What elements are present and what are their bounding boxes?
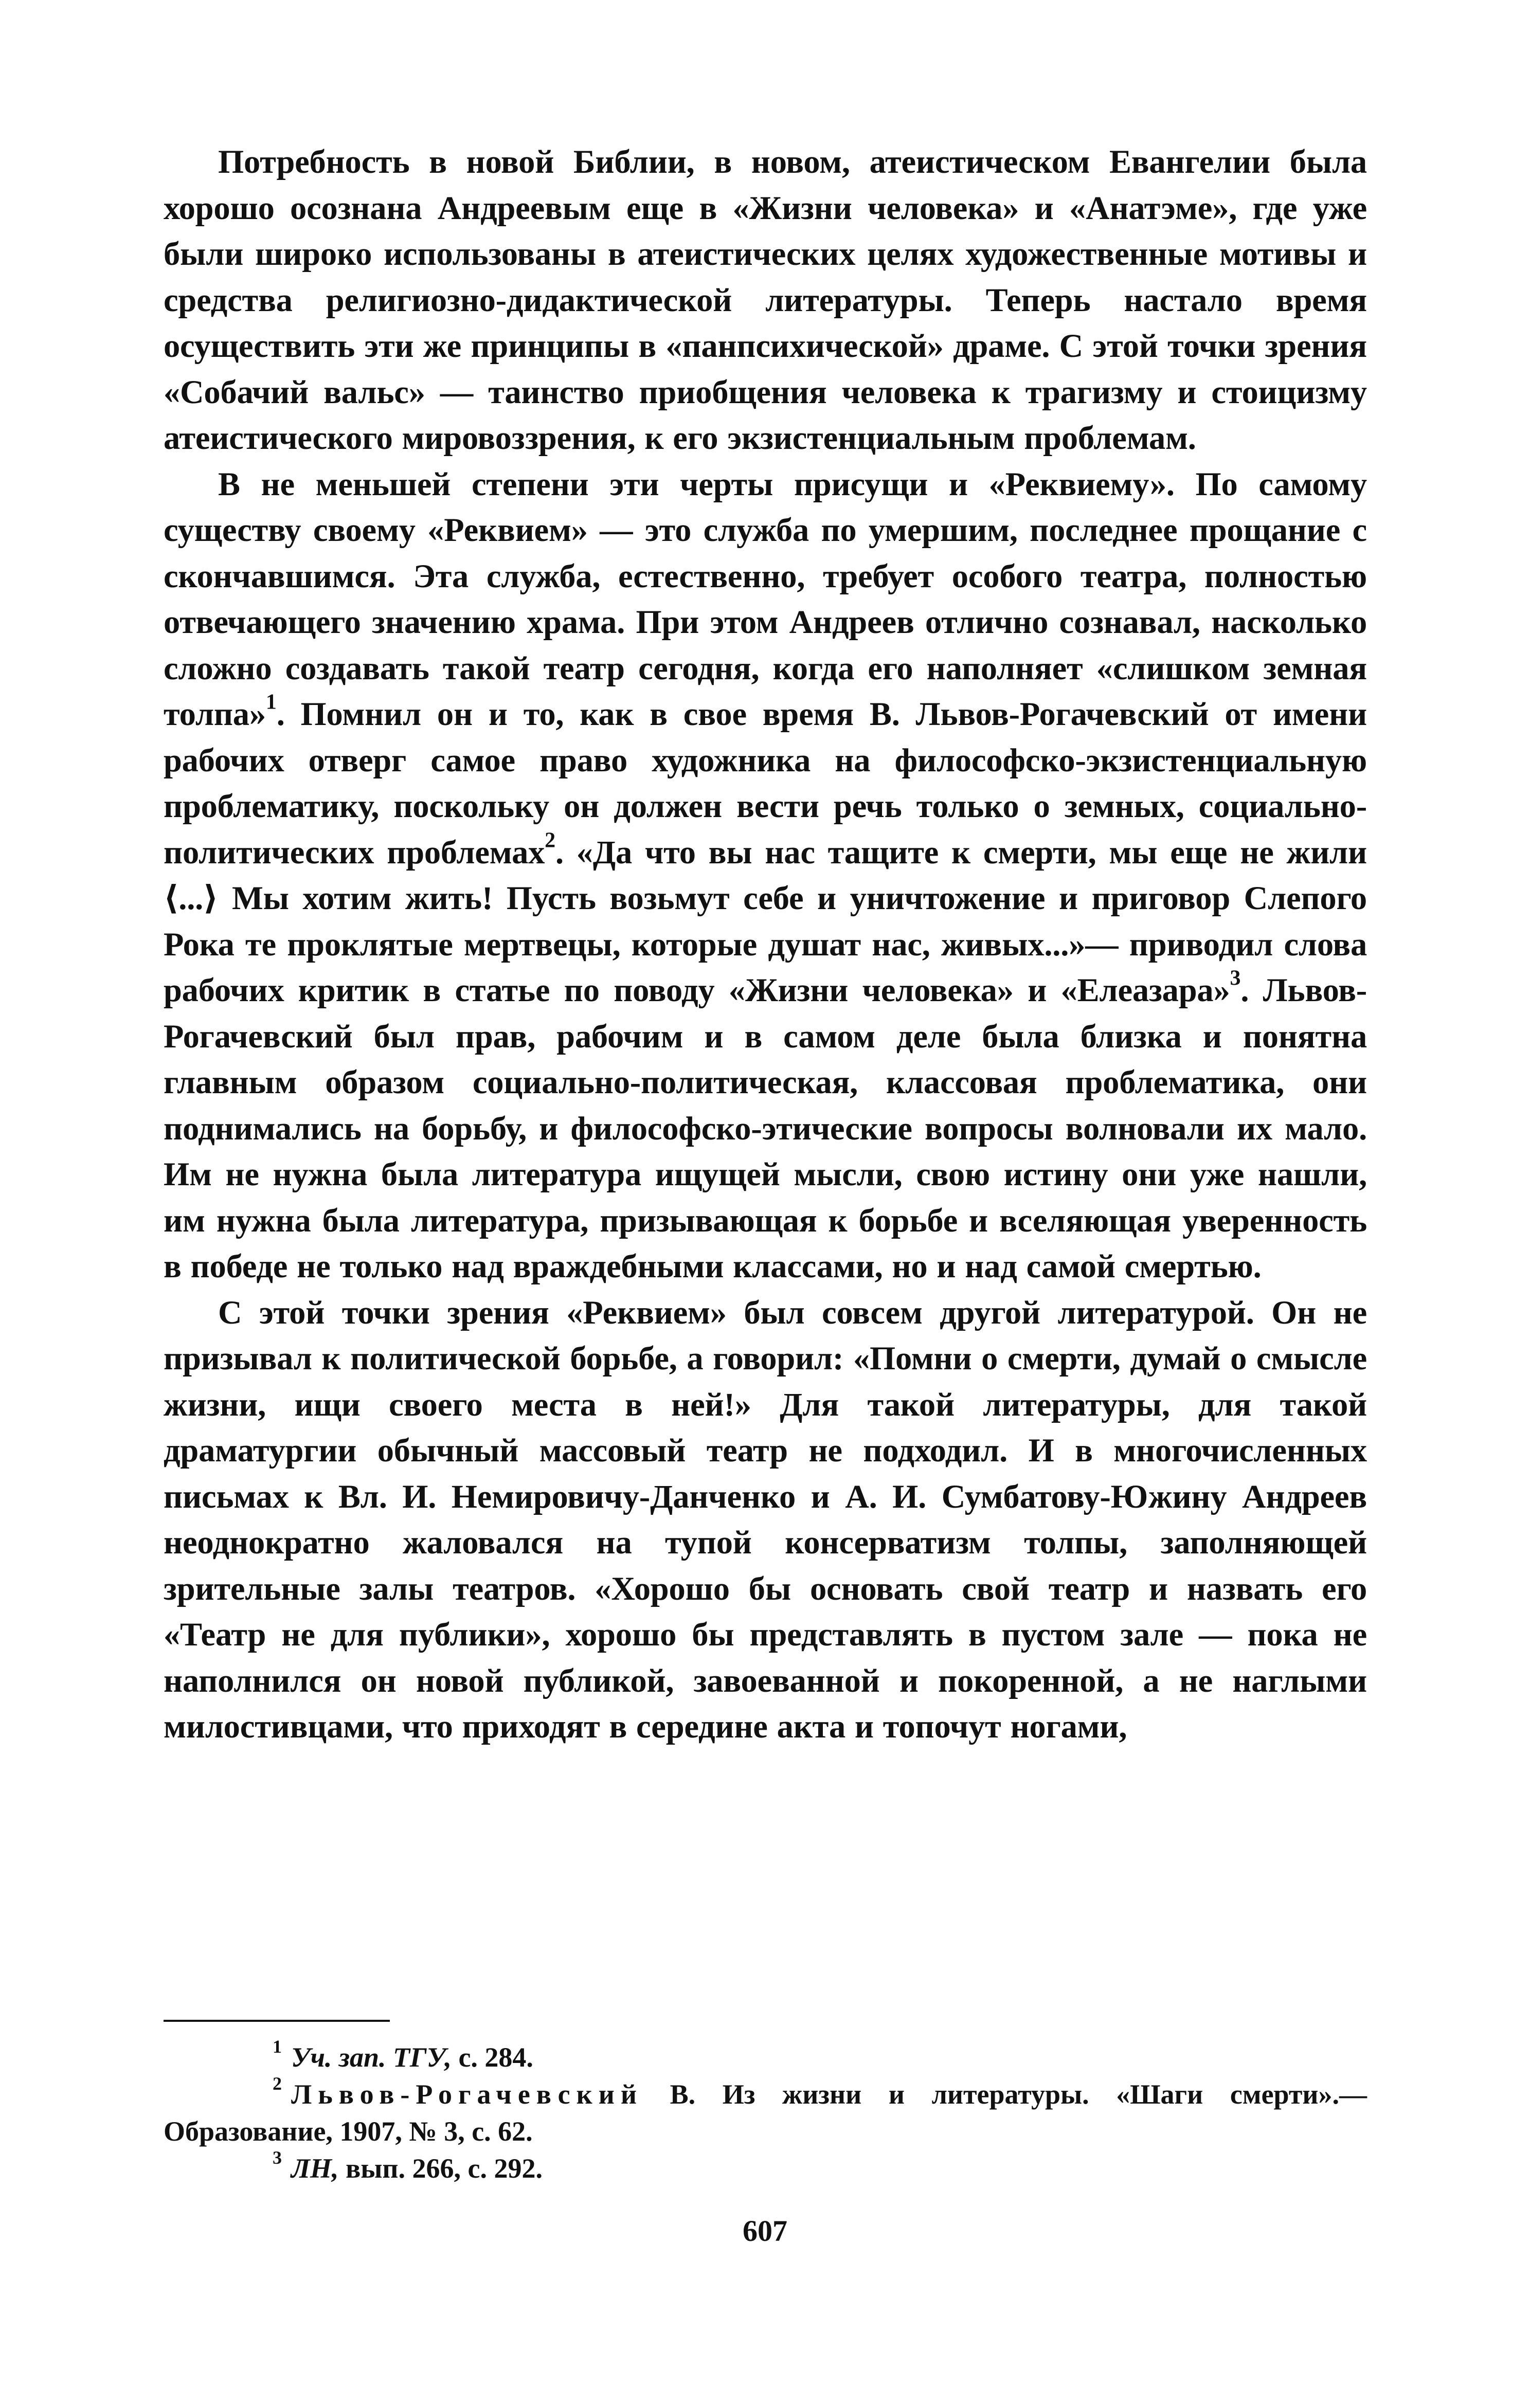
paragraph-2-part-4: . Львов-Рогачевский был прав, рабочим и в самом деле была близка и понятна главным образом социально-политическая, классовая проблематика, они поднимались на борьбу, и философско-этические вопросы волновали их мало. Им не нужна была литература ищущей мысли, свою истину они уже нашли, им нужна была литература, призывающая к борьбе и вселяющая уверенность в победе не только над враждебными классами, но и над самой смертью. <box>164 972 1367 1284</box>
paragraph-3: С этой точки зрения «Реквием» был совсем другой литературой. Он не призывал к политической борьбе, а говорил: «Помни о смерти, думай о смысле жизни, ищи своего места в ней!» Для такой литературы, для такой драматургии обычный массовый театр не подходил. И в многочисленных письмах к Вл. И. Немировичу-Данченко и А. И. Сумбатову-Южину Андреев неоднократно жаловался на тупой консерватизм толпы, заполняющей зрительные залы театров. «Хорошо бы основать свой театр и назвать его «Театр не для публики», хорошо бы представлять в пустом зале — пока не наполнился он новой публикой, завоеванной и покоренной, а не наглыми милостивцами, что приходят в середине акта и топочут ногами, <box>164 1294 1367 1745</box>
footnote-ref-2: 2 <box>545 828 555 852</box>
footnote-2-author: Львов-Рогачевский <box>291 2079 643 2110</box>
paragraph-2-part-2: . Помнил он и то, как в свое время В. Львов-Рогачевский от имени рабочих отверг самое право художника на философско-экзистенциальную проблематику, поскольку он должен вести речь только о земных, социально-политических проблемах <box>164 696 1367 871</box>
paragraph-1: Потребность в новой Библии, в новом, атеистическом Евангелии была хорошо осознана Андреевым еще в «Жизни человека» и «Анатэме», где уже были широко использованы в атеистических целях художественные мотивы и средства религиозно-дидактической литературы. Теперь настало время осуществить эти же принципы в «панпсихической» драме. С этой точки зрения «Собачий вальс» — таинство приобщения человека к трагизму и стоицизму атеистического мировоззрения, к его экзистенциальным проблемам. <box>164 143 1367 456</box>
footnote-2-text: В. Из жизни и литературы. «Шаги смерти».— Образование, 1907, № 3, с. 62. <box>164 2079 1367 2147</box>
main-text <box>164 139 1367 1750</box>
footnotes <box>164 2036 1367 2187</box>
footnote-ref-1: 1 <box>265 690 277 714</box>
page-number: 607 <box>743 2214 787 2248</box>
footnote-3-text: вып. 266, с. 292. <box>338 2153 543 2184</box>
footnote-ref-3: 3 <box>1230 966 1241 990</box>
footnote-1-source: Уч. зап. ТГУ, <box>291 2042 452 2073</box>
footnote-3-source: ЛН, <box>291 2153 339 2184</box>
footnote-1-text: с. 284. <box>451 2042 533 2073</box>
footnote-1: $^1$ Уч. зап. ТГУ, с. 284. <box>273 2036 533 2073</box>
paragraph-2 <box>164 461 1367 1290</box>
footnote-2: $^2$ Львов-Рогачевский В. Из жизни и литературы. «Шаги смерти».— Образование, 1907, № 3, с. 62. <box>164 2073 1367 2147</box>
footnote-3: $^3$ ЛН, вып. 266, с. 292. <box>273 2147 543 2184</box>
paragraph-2-part-1: В не меньшей степени эти черты присущи и «Реквиему». По самому существу своему «Реквием» — это служба по умершим, последнее прощание с скончавшимся. Эта служба, естественно, требует особого театра, полностью отвечающего значению храма. При этом Андреев отлично сознавал, насколько сложно создавать такой театр сегодня, когда его наполняет «слишком земная толпа» <box>164 465 1367 732</box>
footnote-divider <box>164 2020 390 2022</box>
paragraph-2-part-3: . «Да что вы нас тащите к смерти, мы еще не жили ⟨...⟩ Мы хотим жить! Пусть возьмут себе и уничтожение и приговор Слепого Рока те проклятые мертвецы, которые душат нас, живых...»— приводил слова рабочих критик в статье по поводу «Жизни человека» и «Елеазара» <box>164 834 1367 1008</box>
